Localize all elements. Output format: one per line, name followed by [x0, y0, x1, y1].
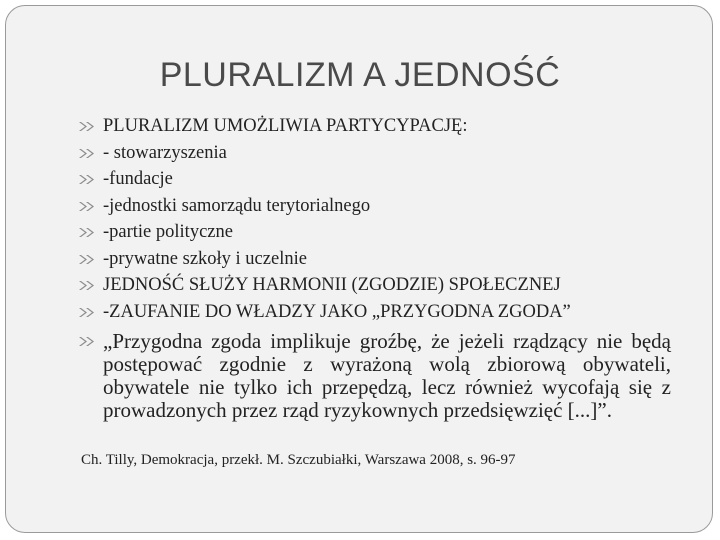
double-chevron-icon [78, 280, 100, 291]
bullet-item [78, 113, 678, 140]
bullet-item [78, 272, 678, 299]
double-chevron-icon [78, 121, 100, 132]
bullet-text: -prywatne szkoły i uczelnie [103, 248, 307, 269]
quote-bullet-item [78, 330, 671, 422]
bullet-text: JEDNOŚĆ SŁUŻY HARMONII (ZGODZIE) SPOŁECZNEJ [103, 275, 561, 295]
double-chevron-icon [78, 174, 100, 185]
double-chevron-icon [78, 201, 100, 212]
bullet-item [78, 219, 678, 246]
double-chevron-icon [78, 227, 100, 238]
double-chevron-icon [78, 307, 100, 318]
bullet-text: -partie polityczne [103, 222, 233, 242]
quote-text: „Przygodna zgoda implikuje groźbę, że jeżeli rządzący nie będą postępować zgodnie z wyrażoną wolą zbiorową obywateli, obywatele nie tylko ich przepędzą, lecz również wycofają się z prowadzonych przez rząd ryzykownych przedsięwzięć [...]”. [103, 329, 671, 422]
double-chevron-icon [78, 254, 100, 265]
bullet-item [78, 140, 678, 167]
bullet-text: -ZAUFANIE DO WŁADZY JAKO „PRZYGODNA ZGODA” [103, 301, 571, 322]
bullet-list [78, 113, 678, 422]
bullet-item [78, 246, 678, 273]
bullet-text: - stowarzyszenia [103, 142, 227, 163]
slide-title: PLURALIZM A JEDNOŚĆ [159, 56, 561, 94]
bullet-item [78, 166, 678, 193]
bullet-item [78, 299, 678, 326]
double-chevron-icon [78, 148, 100, 159]
citation: Ch. Tilly, Demokracja, przekł. M. Szczubiałki, Warszawa 2008, s. 96-97 [81, 452, 516, 468]
bullet-text: PLURALIZM UMOŻLIWIA PARTYCYPACJĘ: [103, 116, 468, 136]
bullet-text: -jednostki samorządu terytorialnego [103, 195, 371, 216]
bullet-text: -fundacje [103, 169, 173, 189]
double-chevron-icon [78, 336, 100, 347]
bullet-item [78, 193, 678, 220]
